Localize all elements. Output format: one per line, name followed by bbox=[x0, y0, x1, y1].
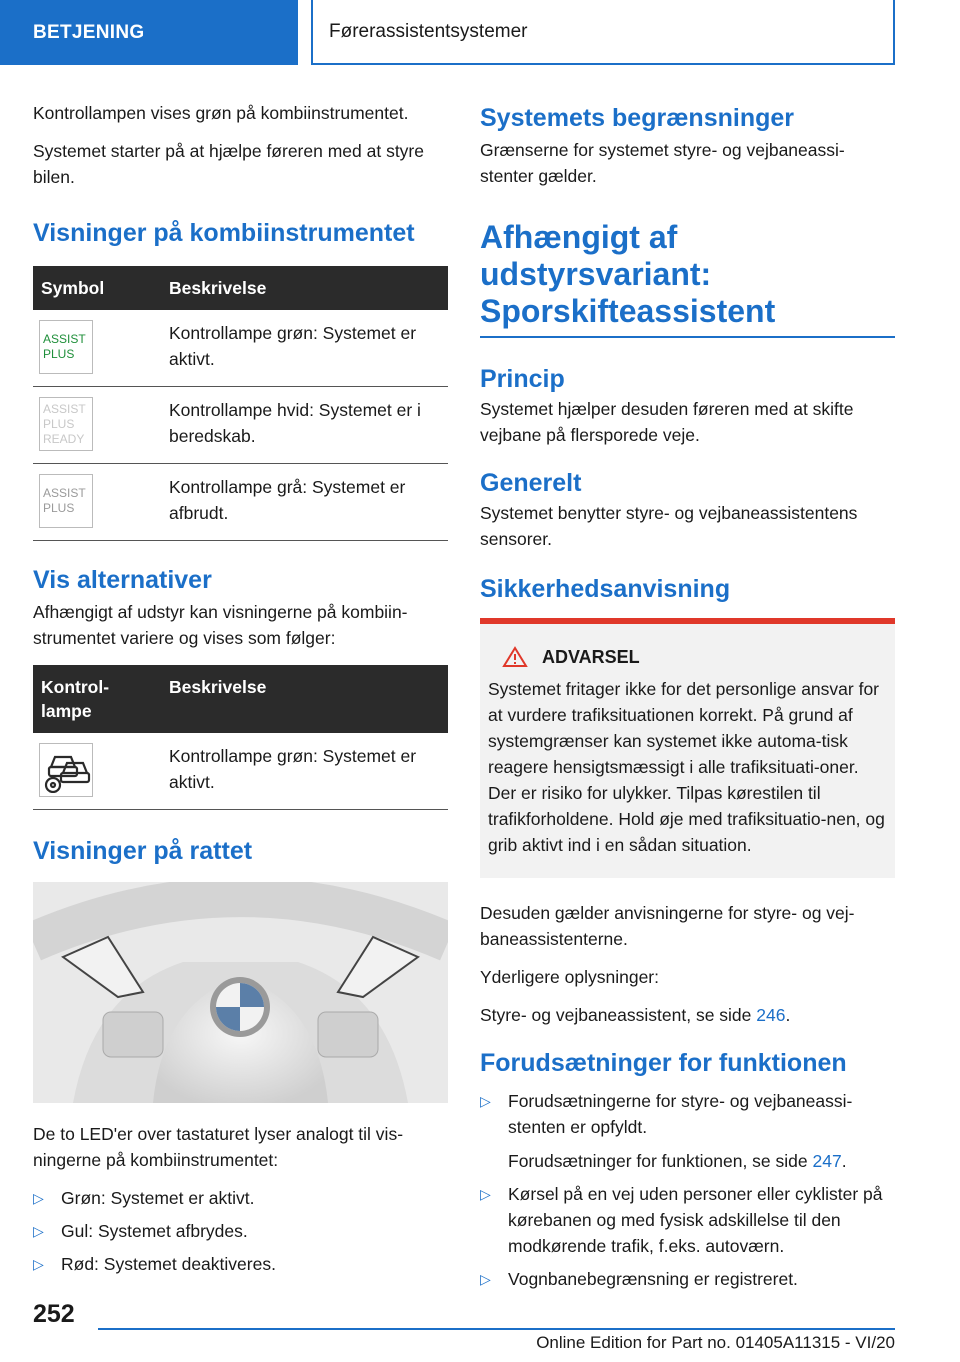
warning-box bbox=[480, 618, 895, 878]
assist-plus-ready-icon: ASSIST PLUS READY bbox=[39, 397, 93, 451]
page-link-247[interactable]: 247 bbox=[812, 1151, 842, 1171]
principle-text: Systemet hjælper desuden føreren med at skifte vejbane på flersporede veje. bbox=[480, 399, 854, 445]
row-description: Kontrollampe grå: Systemet er afbrudt. bbox=[161, 464, 448, 541]
led-list bbox=[33, 1185, 448, 1277]
row-description: Kontrollampe hvid: Systemet er i beredskab. bbox=[161, 387, 448, 464]
intro-text-2: Systemet starter på at hjælpe føreren med at styre bilen. bbox=[33, 141, 424, 187]
assist-plus-grey-icon: ASSIST PLUS bbox=[39, 474, 93, 528]
table-head-description: Beskrivelse bbox=[161, 266, 448, 310]
chapter-title: Førerassistentsystemer bbox=[329, 20, 528, 42]
row-description: Kontrollampe grøn: Systemet er aktivt. bbox=[161, 733, 448, 810]
section-title: BETJENING bbox=[33, 21, 145, 43]
heading-principle: Princip bbox=[480, 365, 565, 393]
warning-title: ADVARSEL bbox=[542, 646, 640, 667]
left-column bbox=[33, 100, 448, 1289]
warning-text: Systemet fritager ikke for det personlige ansvar for at vurdere trafiksituationen korrekt. På grund af systemgrænser kan systemet ikke automa-tisk reagere hensigtsmæssigt i alle trafiksituati-oner. Der er risiko for ulykker. Tilpas kørestilen til trafikforholdene. Hold øje med trafiksituatio-nen, og grib aktivt ind i en sådan situation. bbox=[488, 679, 885, 855]
row-description: Kontrollampe grøn: Systemet er aktivt. bbox=[161, 310, 448, 387]
chapter-tab bbox=[311, 0, 895, 65]
general-text: Systemet benytter styre- og vejbaneassistentens sensorer. bbox=[480, 503, 858, 549]
page-link-246[interactable]: 246 bbox=[756, 1005, 786, 1025]
lamp-table bbox=[33, 665, 448, 810]
limits-text: Grænserne for systemet styre- og vejbaneassi-stenter gælder. bbox=[480, 140, 845, 186]
footer-divider bbox=[98, 1328, 895, 1330]
list-item: ▷ Rød: Systemet deaktiveres. bbox=[33, 1251, 448, 1277]
bullet-triangle-icon: ▷ bbox=[480, 1271, 491, 1287]
bullet-triangle-icon: ▷ bbox=[33, 1223, 44, 1239]
list-item: ▷ Kørsel på en vej uden personer eller cyklister på kørebanen og med fysisk adskillelse til den modkørende trafik, f.eks. autoværn. bbox=[480, 1181, 895, 1259]
list-item: ▷ Vognbanebegrænsning er registreret. bbox=[480, 1266, 895, 1292]
also-text: Desuden gælder anvisningerne for styre- og vej-baneassistenterne. bbox=[480, 903, 855, 949]
section-tab bbox=[0, 0, 298, 65]
bullet-triangle-icon: ▷ bbox=[33, 1256, 44, 1272]
page-number: 252 bbox=[33, 1300, 75, 1328]
table-head-description: Beskrivelse bbox=[161, 665, 448, 733]
intro-text-1: Kontrollampen vises grøn på kombiinstrumentet. bbox=[33, 103, 409, 123]
heading-general: Generelt bbox=[480, 469, 582, 497]
steering-wheel-illustration bbox=[33, 882, 448, 1103]
table-row bbox=[33, 310, 448, 387]
bullet-triangle-icon: ▷ bbox=[33, 1190, 44, 1206]
heading-safety: Sikkerhedsanvisning bbox=[480, 575, 731, 603]
list-item: ▷ Grøn: Systemet er aktivt. bbox=[33, 1185, 448, 1211]
edition-text: Online Edition for Part no. 01405A11315 - VI/20 bbox=[536, 1333, 895, 1352]
heading-variant: Afhængigt af udstyrsvariant: Sporskifteassistent bbox=[480, 219, 895, 338]
right-column bbox=[480, 103, 895, 1304]
symbol-table bbox=[33, 266, 448, 541]
wheel-text: De to LED'er over tastaturet lyser analogt til vis-ningerne på kombiinstrumentet: bbox=[33, 1124, 404, 1170]
table-row bbox=[33, 733, 448, 810]
bullet-triangle-icon: ▷ bbox=[480, 1093, 491, 1109]
list-item: ▷ Gul: Systemet afbrydes. bbox=[33, 1218, 448, 1244]
heading-alternatives: Vis alternativer bbox=[33, 566, 212, 594]
car-steering-icon bbox=[39, 743, 93, 797]
heading-display: Visninger på kombiinstrumentet bbox=[33, 219, 415, 247]
table-row bbox=[33, 387, 448, 464]
list-item: ▷ Forudsætningerne for styre- og vejbaneassi-stenten er opfyldt. Forudsætninger for funktionen, se side 247. bbox=[480, 1088, 895, 1174]
heading-limits: Systemets begrænsninger bbox=[480, 104, 794, 132]
bullet-triangle-icon: ▷ bbox=[480, 1186, 491, 1202]
table-head-lamp: Kontrol-lampe bbox=[33, 665, 161, 733]
table-head-symbol: Symbol bbox=[33, 266, 161, 310]
prerequisites-list bbox=[480, 1088, 895, 1292]
heading-steering-wheel: Visninger på rattet bbox=[33, 837, 253, 865]
warning-triangle-icon bbox=[502, 646, 528, 668]
assist-plus-green-icon: ASSIST PLUS bbox=[39, 320, 93, 374]
table-row bbox=[33, 464, 448, 541]
reference-text: Styre- og vejbaneassistent, se side 246. bbox=[480, 1005, 791, 1025]
more-info-label: Yderligere oplysninger: bbox=[480, 967, 659, 987]
alternatives-text: Afhængigt af udstyr kan visningerne på kombiin-strumentet variere og vises som følger: bbox=[33, 602, 408, 648]
heading-prerequisites: Forudsætninger for funktionen bbox=[480, 1049, 847, 1077]
